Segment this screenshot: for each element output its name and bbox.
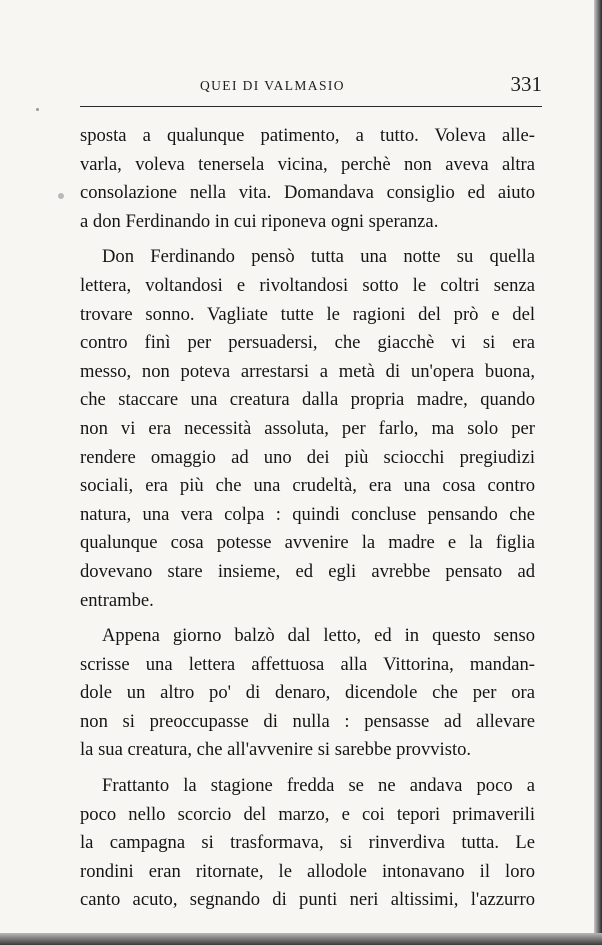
text-line: entrambe. — [80, 589, 154, 611]
text-line: che staccare una creatura dalla propria madre, quando — [80, 389, 535, 411]
text-line: varla, voleva tenersela vicina, perchè non aveva altra — [80, 153, 535, 175]
running-title: QUEI DI VALMASIO — [200, 78, 345, 93]
paragraph-2 — [80, 243, 535, 615]
text-line: lettera, voltandosi e rivoltandosi sotto le coltri senza — [80, 274, 535, 296]
text-line: dovevano stare insieme, ed egli avrebbe pensato ad — [80, 560, 535, 582]
paragraph-1 — [80, 122, 535, 236]
paragraph-gap — [80, 615, 535, 622]
text-line: Appena giorno balzò dal letto, ed in questo senso — [102, 625, 535, 647]
text-line: contro finì per persuadersi, che giacchè vi si era — [80, 332, 535, 354]
text-line: rendere omaggio ad uno dei più sciocchi pregiudizi — [80, 446, 535, 468]
text-line: dole un altro po' di denaro, dicendole che per ora — [80, 682, 535, 704]
text-line: natura, una vera colpa : quindi concluse pensando che — [80, 503, 535, 525]
text-line: sposta a qualunque patimento, a tutto. Voleva alle- — [80, 125, 535, 146]
text-line: Frattanto la stagione fredda se ne andava poco a — [102, 775, 535, 797]
header-rule — [80, 106, 542, 107]
text-line: qualunque cosa potesse avvenire la madre e la figlia — [80, 532, 535, 554]
page-bottom-shadow — [0, 933, 602, 945]
text-line: la sua creatura, che all'avvenire si sarebbe provvisto. — [80, 739, 472, 761]
page-number: 331 — [510, 72, 542, 96]
text-line: non vi era necessità assoluta, per farlo, ma solo per — [80, 417, 535, 439]
paragraph-gap — [80, 236, 535, 243]
paper-speck — [36, 108, 39, 111]
text-line: messo, non poteva arrestarsi a metà di un'opera buona, — [80, 360, 535, 382]
text-line: non si preoccupasse di nulla : pensasse ad allevare — [80, 710, 535, 732]
text-line: Don Ferdinando pensò tutta una notte su quella — [102, 246, 535, 268]
paragraph-gap — [80, 765, 535, 772]
paragraph-3 — [80, 622, 535, 765]
text-line: poco nello scorcio del marzo, e coi tepori primaverili — [80, 803, 535, 825]
text-line: sociali, era più che una crudeltà, era una cosa contro — [80, 475, 535, 497]
body-text — [80, 122, 535, 915]
text-line: a don Ferdinando in cui riponeva ogni speranza. — [80, 210, 439, 232]
text-line: consolazione nella vita. Domandava consiglio ed aiuto — [80, 182, 535, 204]
text-line: rondini eran ritornate, le allodole intonavano il loro — [80, 860, 535, 882]
paper-stain — [58, 193, 64, 199]
page-edge-shadow — [594, 0, 602, 945]
paragraph-4 — [80, 772, 535, 915]
text-line: trovare sonno. Vagliate tutte le ragioni del prò e del — [80, 303, 535, 325]
text-line: scrisse una lettera affettuosa alla Vittorina, mandan- — [80, 653, 535, 675]
text-line: la campagna si trasformava, si rinverdiva tutta. Le — [80, 832, 535, 854]
text-line: canto acuto, segnando di punti neri altissimi, l'azzurro — [80, 889, 535, 911]
page-header — [80, 70, 542, 110]
